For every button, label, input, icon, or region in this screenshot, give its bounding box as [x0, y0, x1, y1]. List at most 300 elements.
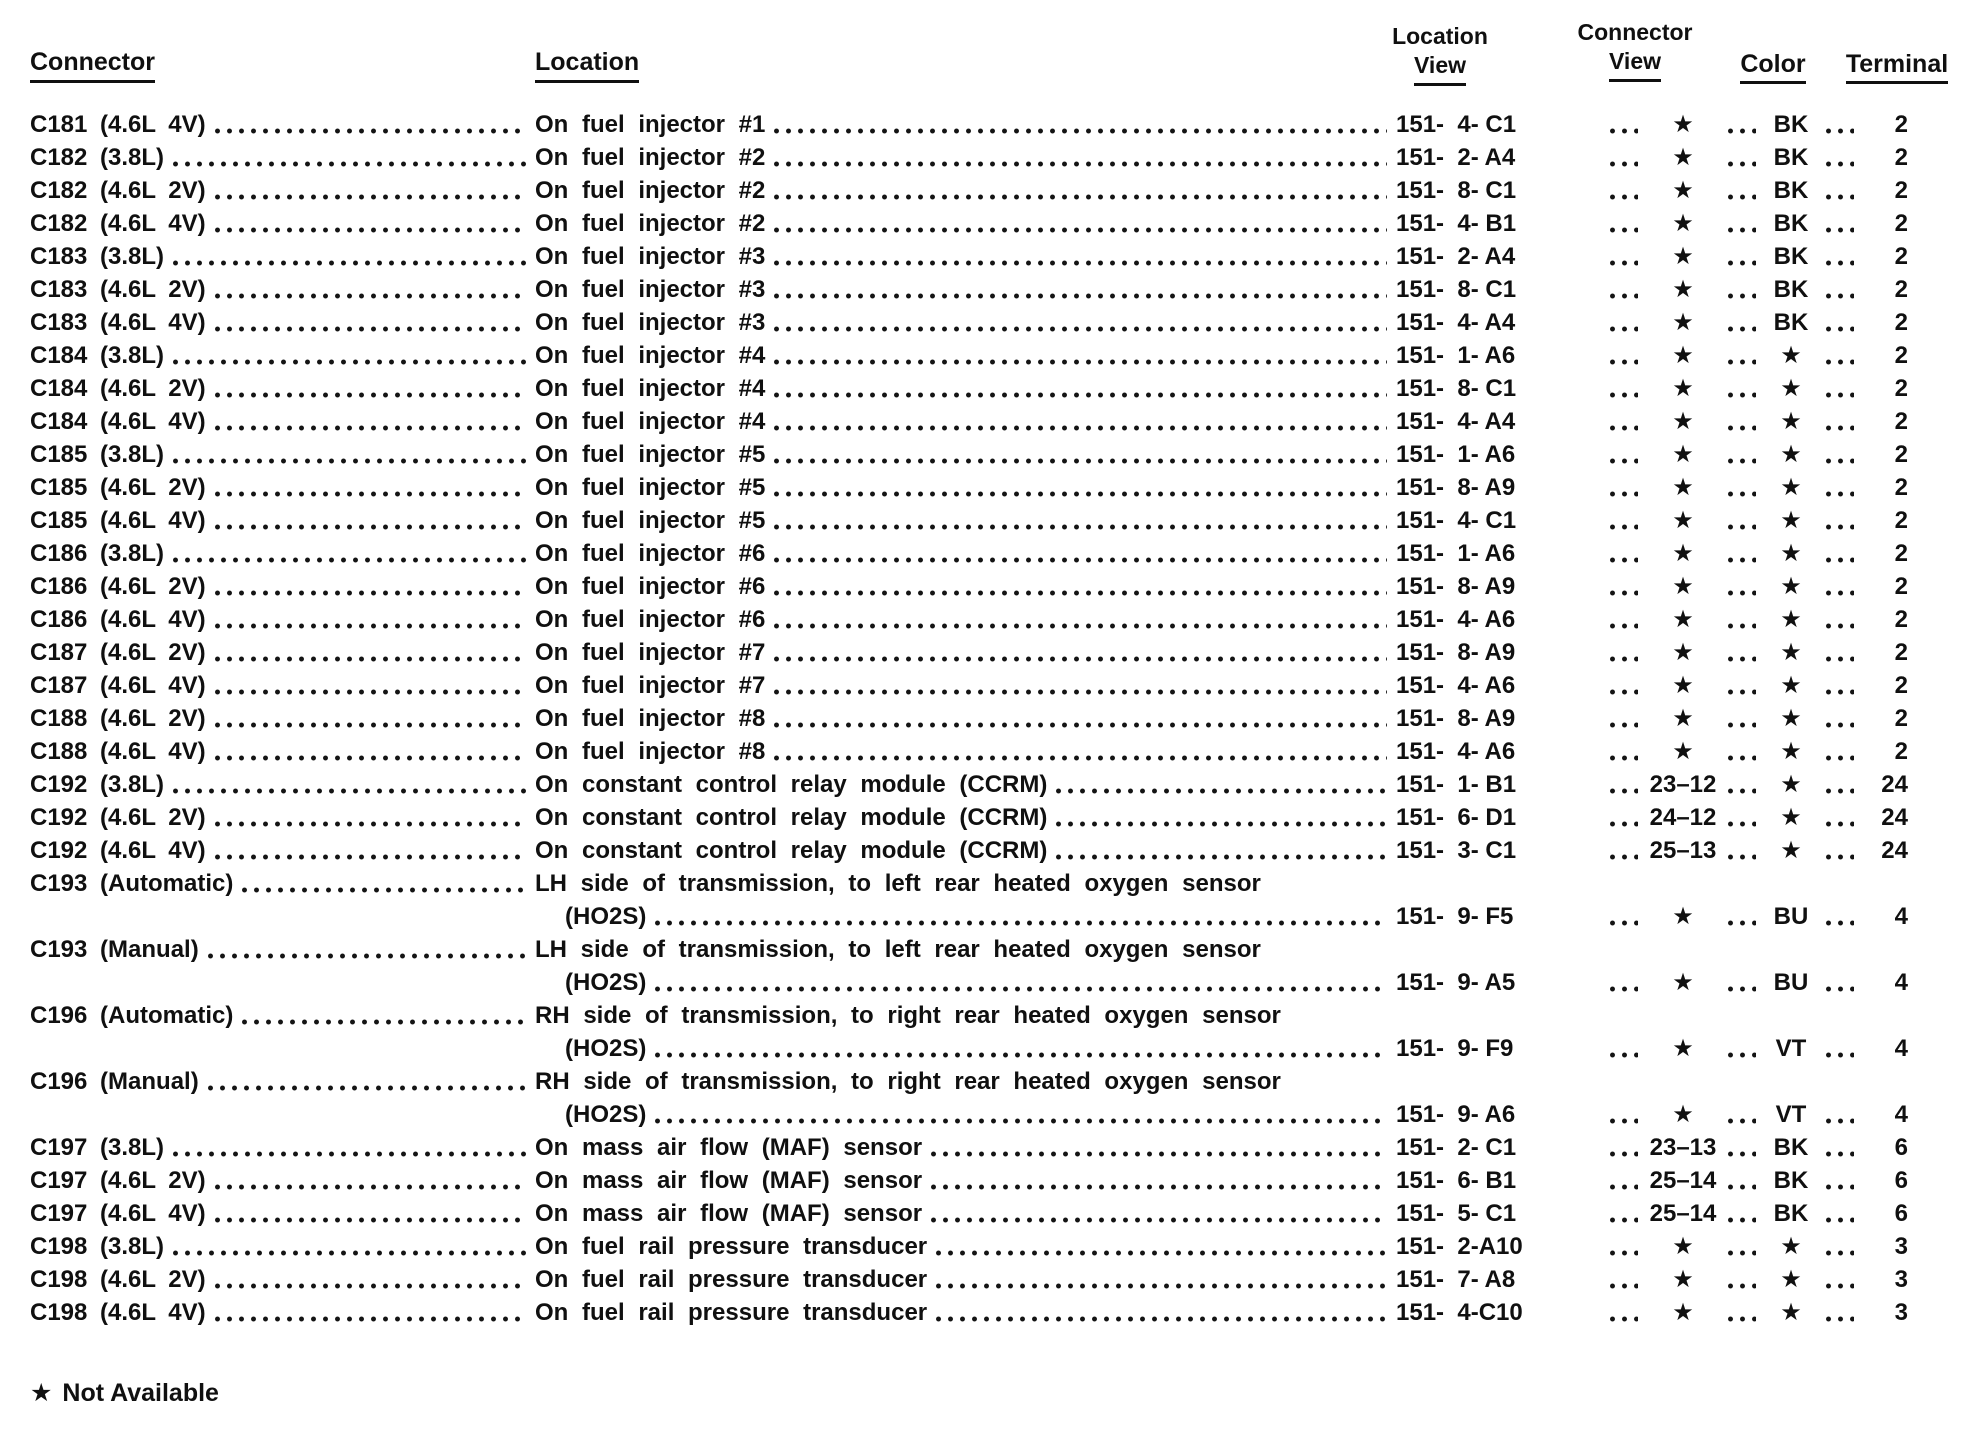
location-text: On fuel injector #5	[535, 507, 766, 534]
location-cell	[535, 603, 1396, 636]
connector-id: C198 (4.6L 4V)	[30, 1299, 206, 1326]
dot-leader	[931, 1217, 1387, 1223]
dot-leader	[1728, 491, 1756, 497]
connector-id: C192 (3.8L)	[30, 771, 165, 798]
location-cell	[535, 504, 1396, 537]
dot-leader	[173, 1250, 526, 1256]
dot-leader	[774, 425, 1387, 431]
location-text: On fuel injector #1	[535, 111, 766, 138]
dot-leader	[936, 1316, 1387, 1322]
dot-leader	[215, 1184, 526, 1190]
connector-cell	[30, 768, 535, 801]
dot-leader	[774, 326, 1387, 332]
table-row	[30, 339, 1908, 372]
view-color-terminal-cell	[1396, 1230, 1908, 1263]
table-row	[30, 174, 1908, 207]
connector-cell	[30, 471, 535, 504]
dot-leader	[1610, 1118, 1638, 1124]
view-color-terminal-cell	[1396, 1197, 1908, 1230]
view-color-terminal-cell	[1396, 636, 1908, 669]
dot-leader	[173, 1151, 526, 1157]
view-color-terminal-cell	[1396, 966, 1908, 999]
dot-leader	[1610, 128, 1638, 134]
dot-leader	[1826, 986, 1854, 992]
dot-leader	[1610, 161, 1638, 167]
dot-leader	[1610, 854, 1638, 860]
table-row	[30, 1296, 1908, 1329]
dot-leader	[1728, 293, 1756, 299]
color-value: ★	[1780, 639, 1802, 666]
connector-view-value: ★	[1672, 309, 1694, 336]
view-color-terminal-cell	[1396, 537, 1908, 570]
dot-leader	[215, 689, 526, 695]
dot-leader	[774, 260, 1387, 266]
terminal-value: 2	[1894, 507, 1908, 534]
dot-leader	[1728, 590, 1756, 596]
terminal-value: 2	[1894, 573, 1908, 600]
location-cell	[535, 1098, 1396, 1131]
terminal-value: 6	[1894, 1134, 1908, 1161]
connector-cell	[30, 801, 535, 834]
location-view-value: 151- 7- A8	[1396, 1266, 1516, 1293]
connector-view-value: ★	[1672, 375, 1694, 402]
dot-leader	[1728, 920, 1756, 926]
location-text: RH side of transmission, to right rear heated oxygen sensor	[535, 1068, 1281, 1095]
dot-leader	[1728, 392, 1756, 398]
dot-leader	[215, 194, 526, 200]
table-row	[30, 141, 1908, 174]
location-text: LH side of transmission, to left rear heated oxygen sensor	[535, 936, 1261, 963]
connector-id: C185 (4.6L 2V)	[30, 474, 206, 501]
footnote-not-available	[30, 1378, 219, 1408]
color-value: ★	[1780, 672, 1802, 699]
view-color-terminal-cell	[1396, 108, 1908, 141]
view-color-terminal-cell	[1396, 372, 1908, 405]
location-cell	[535, 306, 1396, 339]
view-color-terminal-cell	[1396, 471, 1908, 504]
table-row	[30, 207, 1908, 240]
terminal-value: 6	[1894, 1200, 1908, 1227]
dot-leader	[1610, 293, 1638, 299]
connector-cell	[30, 867, 535, 900]
dot-leader	[215, 1217, 526, 1223]
location-cell	[535, 999, 1908, 1032]
column-header-location: Location	[535, 48, 639, 83]
connector-view-value: ★	[1672, 210, 1694, 237]
dot-leader	[931, 1151, 1387, 1157]
dot-leader	[774, 524, 1387, 530]
dot-leader	[173, 359, 526, 365]
dot-leader	[1728, 788, 1756, 794]
dot-leader	[1610, 194, 1638, 200]
connector-id: C187 (4.6L 2V)	[30, 639, 206, 666]
column-header-location-view	[1360, 22, 1520, 86]
location-text: LH side of transmission, to left rear heated oxygen sensor	[535, 870, 1261, 897]
terminal-value: 2	[1894, 309, 1908, 336]
location-text: On fuel injector #8	[535, 705, 766, 732]
location-view-value: 151- 6- D1	[1396, 804, 1517, 831]
table-row	[30, 471, 1908, 504]
dot-leader	[215, 755, 526, 761]
dot-leader	[774, 293, 1387, 299]
connector-cell	[30, 636, 535, 669]
connector-cell	[30, 900, 535, 933]
dot-leader	[1610, 557, 1638, 563]
not-available-star-icon: ★	[30, 1379, 53, 1407]
connector-cell	[30, 834, 535, 867]
dot-leader	[1728, 689, 1756, 695]
dot-leader	[215, 392, 526, 398]
connector-view-value: ★	[1672, 672, 1694, 699]
connector-id: C196 (Automatic)	[30, 1002, 234, 1029]
connector-cell	[30, 1296, 535, 1329]
location-view-value: 151- 1- B1	[1396, 771, 1517, 798]
color-value: ★	[1780, 738, 1802, 765]
connector-cell	[30, 702, 535, 735]
dot-leader	[1826, 194, 1854, 200]
connector-view-value: ★	[1672, 639, 1694, 666]
dot-leader	[1728, 1250, 1756, 1256]
view-color-terminal-cell	[1396, 141, 1908, 174]
location-cell	[535, 1296, 1396, 1329]
table-row	[30, 273, 1908, 306]
view-color-terminal-cell	[1396, 1098, 1908, 1131]
location-view-value: 151- 9- A5	[1396, 969, 1516, 996]
terminal-value: 2	[1894, 177, 1908, 204]
terminal-value: 2	[1894, 606, 1908, 633]
table-row	[30, 702, 1908, 735]
location-view-value: 151- 4- A6	[1396, 606, 1516, 633]
connector-view-value: 23–13	[1649, 1134, 1717, 1161]
terminal-value: 4	[1894, 1035, 1908, 1062]
table-row	[30, 1230, 1908, 1263]
terminal-value: 2	[1894, 144, 1908, 171]
view-color-terminal-cell	[1396, 834, 1908, 867]
table-row	[30, 900, 1908, 933]
dot-leader	[774, 161, 1387, 167]
location-text: On fuel injector #3	[535, 276, 766, 303]
location-cell	[535, 933, 1908, 966]
location-text: (HO2S)	[565, 903, 647, 930]
column-header-location-view-line2: View	[1414, 51, 1466, 86]
dot-leader	[1826, 623, 1854, 629]
view-color-terminal-cell	[1396, 174, 1908, 207]
connector-cell	[30, 207, 535, 240]
terminal-value: 24	[1881, 771, 1908, 798]
dot-leader	[655, 1118, 1387, 1124]
connector-cell	[30, 1032, 535, 1065]
table-row	[30, 801, 1908, 834]
connector-view-value: 23–12	[1649, 771, 1717, 798]
location-cell	[535, 570, 1396, 603]
dot-leader	[774, 227, 1387, 233]
connector-cell	[30, 1065, 535, 1098]
location-text: On fuel injector #6	[535, 540, 766, 567]
view-color-terminal-cell	[1396, 207, 1908, 240]
dot-leader	[1610, 1052, 1638, 1058]
location-view-value: 151- 4- C1	[1396, 111, 1517, 138]
location-text: (HO2S)	[565, 1035, 647, 1062]
terminal-value: 2	[1894, 111, 1908, 138]
dot-leader	[173, 161, 526, 167]
dot-leader	[215, 1283, 526, 1289]
table-row	[30, 1098, 1908, 1131]
location-cell	[535, 174, 1396, 207]
location-cell	[535, 900, 1396, 933]
location-cell	[535, 438, 1396, 471]
dot-leader	[1610, 425, 1638, 431]
location-view-value: 151- 3- C1	[1396, 837, 1517, 864]
dot-leader	[1826, 1184, 1854, 1190]
color-value: ★	[1780, 705, 1802, 732]
terminal-value: 3	[1894, 1299, 1908, 1326]
location-text: On fuel injector #2	[535, 210, 766, 237]
location-cell	[535, 108, 1396, 141]
table-row	[30, 636, 1908, 669]
view-color-terminal-cell	[1396, 504, 1908, 537]
view-color-terminal-cell	[1396, 570, 1908, 603]
dot-leader	[215, 821, 526, 827]
color-value: BK	[1773, 111, 1809, 138]
dot-leader	[774, 128, 1387, 134]
dot-leader	[1610, 524, 1638, 530]
dot-leader	[1826, 722, 1854, 728]
connector-cell	[30, 669, 535, 702]
table-row	[30, 1131, 1908, 1164]
location-view-value: 151- 2-A10	[1396, 1233, 1523, 1260]
dot-leader	[1610, 986, 1638, 992]
connector-view-value: ★	[1672, 177, 1694, 204]
connector-id: C198 (4.6L 2V)	[30, 1266, 206, 1293]
dot-leader	[1728, 821, 1756, 827]
location-cell	[535, 141, 1396, 174]
dot-leader	[1826, 1217, 1854, 1223]
color-value: ★	[1780, 804, 1802, 831]
table-row	[30, 306, 1908, 339]
connector-view-value: ★	[1672, 408, 1694, 435]
location-view-value: 151- 8- C1	[1396, 375, 1517, 402]
location-cell	[535, 1065, 1908, 1098]
view-color-terminal-cell	[1396, 669, 1908, 702]
connector-id: C182 (4.6L 4V)	[30, 210, 206, 237]
color-value: ★	[1780, 342, 1802, 369]
dot-leader	[1728, 1184, 1756, 1190]
color-value: BK	[1773, 1134, 1809, 1161]
column-header-location-view-line1: Location	[1392, 23, 1488, 49]
connector-view-value: ★	[1672, 606, 1694, 633]
connector-view-value: ★	[1672, 969, 1694, 996]
dot-leader	[1728, 458, 1756, 464]
terminal-value: 2	[1894, 540, 1908, 567]
dot-leader	[1826, 788, 1854, 794]
view-color-terminal-cell	[1396, 1263, 1908, 1296]
connector-cell	[30, 933, 535, 966]
dot-leader	[1610, 689, 1638, 695]
location-text: On fuel injector #4	[535, 375, 766, 402]
dot-leader	[655, 986, 1387, 992]
column-header-terminal: Terminal	[1822, 50, 1972, 79]
color-value: ★	[1780, 540, 1802, 567]
connector-id: C196 (Manual)	[30, 1068, 199, 1095]
dot-leader	[1728, 1052, 1756, 1058]
connector-cell	[30, 174, 535, 207]
connector-cell	[30, 273, 535, 306]
dot-leader	[655, 1052, 1387, 1058]
connector-id: C184 (4.6L 2V)	[30, 375, 206, 402]
dot-leader	[1610, 1316, 1638, 1322]
terminal-value: 3	[1894, 1266, 1908, 1293]
dot-leader	[1610, 788, 1638, 794]
terminal-value: 4	[1894, 969, 1908, 996]
terminal-value: 2	[1894, 243, 1908, 270]
color-value: BK	[1773, 1167, 1809, 1194]
color-value: ★	[1780, 375, 1802, 402]
dot-leader	[1826, 161, 1854, 167]
dot-leader	[936, 1283, 1387, 1289]
dot-leader	[1610, 590, 1638, 596]
location-cell	[535, 867, 1908, 900]
dot-leader	[1728, 1316, 1756, 1322]
connector-view-value: 25–14	[1649, 1200, 1717, 1227]
location-cell	[535, 801, 1396, 834]
dot-leader	[1728, 425, 1756, 431]
location-text: On fuel rail pressure transducer	[535, 1233, 928, 1260]
dot-leader	[1826, 590, 1854, 596]
color-value: ★	[1780, 837, 1802, 864]
connector-cell	[30, 570, 535, 603]
connector-cell	[30, 306, 535, 339]
table-row	[30, 240, 1908, 273]
dot-leader	[173, 260, 526, 266]
connector-id: C182 (4.6L 2V)	[30, 177, 206, 204]
connector-view-value: ★	[1672, 243, 1694, 270]
location-cell	[535, 702, 1396, 735]
dot-leader	[1610, 491, 1638, 497]
dot-leader	[1610, 755, 1638, 761]
location-view-value: 151- 2- A4	[1396, 243, 1516, 270]
connector-cell	[30, 504, 535, 537]
connector-id: C185 (4.6L 4V)	[30, 507, 206, 534]
color-value: ★	[1780, 408, 1802, 435]
terminal-value: 4	[1894, 903, 1908, 930]
connector-cell	[30, 405, 535, 438]
location-cell	[535, 966, 1396, 999]
dot-leader	[1826, 755, 1854, 761]
location-view-value: 151- 8- A9	[1396, 705, 1516, 732]
table-row	[30, 108, 1908, 141]
dot-leader	[1728, 194, 1756, 200]
color-value: ★	[1780, 507, 1802, 534]
dot-leader	[1826, 1316, 1854, 1322]
terminal-value: 2	[1894, 705, 1908, 732]
connector-cell	[30, 438, 535, 471]
dot-leader	[1826, 227, 1854, 233]
table-row	[30, 570, 1908, 603]
dot-leader	[1610, 458, 1638, 464]
location-text: On fuel injector #8	[535, 738, 766, 765]
view-color-terminal-cell	[1396, 1296, 1908, 1329]
location-cell	[535, 834, 1396, 867]
color-value: VT	[1775, 1101, 1807, 1128]
table-row	[30, 438, 1908, 471]
connector-id: C182 (3.8L)	[30, 144, 165, 171]
terminal-value: 2	[1894, 408, 1908, 435]
dot-leader	[215, 854, 526, 860]
location-cell	[535, 1197, 1396, 1230]
dot-leader	[1728, 326, 1756, 332]
color-value: BK	[1773, 1200, 1809, 1227]
dot-leader	[1610, 722, 1638, 728]
location-view-value: 151- 4- B1	[1396, 210, 1517, 237]
dot-leader	[1826, 491, 1854, 497]
connector-view-value: ★	[1672, 540, 1694, 567]
terminal-value: 4	[1894, 1101, 1908, 1128]
terminal-value: 2	[1894, 738, 1908, 765]
connector-cell	[30, 372, 535, 405]
location-cell	[535, 1263, 1396, 1296]
dot-leader	[1610, 821, 1638, 827]
terminal-value: 3	[1894, 1233, 1908, 1260]
table-row	[30, 966, 1908, 999]
color-value: ★	[1780, 573, 1802, 600]
connector-id: C181 (4.6L 4V)	[30, 111, 206, 138]
connector-view-value: 24–12	[1649, 804, 1717, 831]
dot-leader	[1826, 1052, 1854, 1058]
dot-leader	[774, 722, 1387, 728]
view-color-terminal-cell	[1396, 1131, 1908, 1164]
location-text: On fuel injector #5	[535, 474, 766, 501]
location-view-value: 151- 2- A4	[1396, 144, 1516, 171]
dot-leader	[1728, 656, 1756, 662]
dot-leader	[774, 491, 1387, 497]
location-view-value: 151- 4- A6	[1396, 738, 1516, 765]
dot-leader	[1728, 128, 1756, 134]
connector-view-value: ★	[1672, 1266, 1694, 1293]
color-value: BK	[1773, 177, 1809, 204]
dot-leader	[774, 590, 1387, 596]
location-cell	[535, 372, 1396, 405]
location-cell	[535, 240, 1396, 273]
location-text: RH side of transmission, to right rear heated oxygen sensor	[535, 1002, 1281, 1029]
dot-leader	[1610, 326, 1638, 332]
dot-leader	[173, 458, 526, 464]
dot-leader	[1728, 260, 1756, 266]
connector-id: C184 (3.8L)	[30, 342, 165, 369]
table-row	[30, 504, 1908, 537]
dot-leader	[1610, 227, 1638, 233]
dot-leader	[215, 656, 526, 662]
dot-leader	[655, 920, 1387, 926]
dot-leader	[1728, 524, 1756, 530]
connector-cell	[30, 966, 535, 999]
connector-view-value: ★	[1672, 738, 1694, 765]
connector-view-value: 25–13	[1649, 837, 1717, 864]
connector-id: C183 (4.6L 4V)	[30, 309, 206, 336]
terminal-value: 2	[1894, 210, 1908, 237]
connector-id: C192 (4.6L 2V)	[30, 804, 206, 831]
dot-leader	[215, 128, 526, 134]
connector-id: C183 (3.8L)	[30, 243, 165, 270]
connector-id: C184 (4.6L 4V)	[30, 408, 206, 435]
view-color-terminal-cell	[1396, 735, 1908, 768]
dot-leader	[215, 326, 526, 332]
location-cell	[535, 636, 1396, 669]
dot-leader	[1728, 1283, 1756, 1289]
connector-view-value: ★	[1672, 903, 1694, 930]
location-cell	[535, 273, 1396, 306]
color-value: BK	[1773, 144, 1809, 171]
dot-leader	[1826, 689, 1854, 695]
